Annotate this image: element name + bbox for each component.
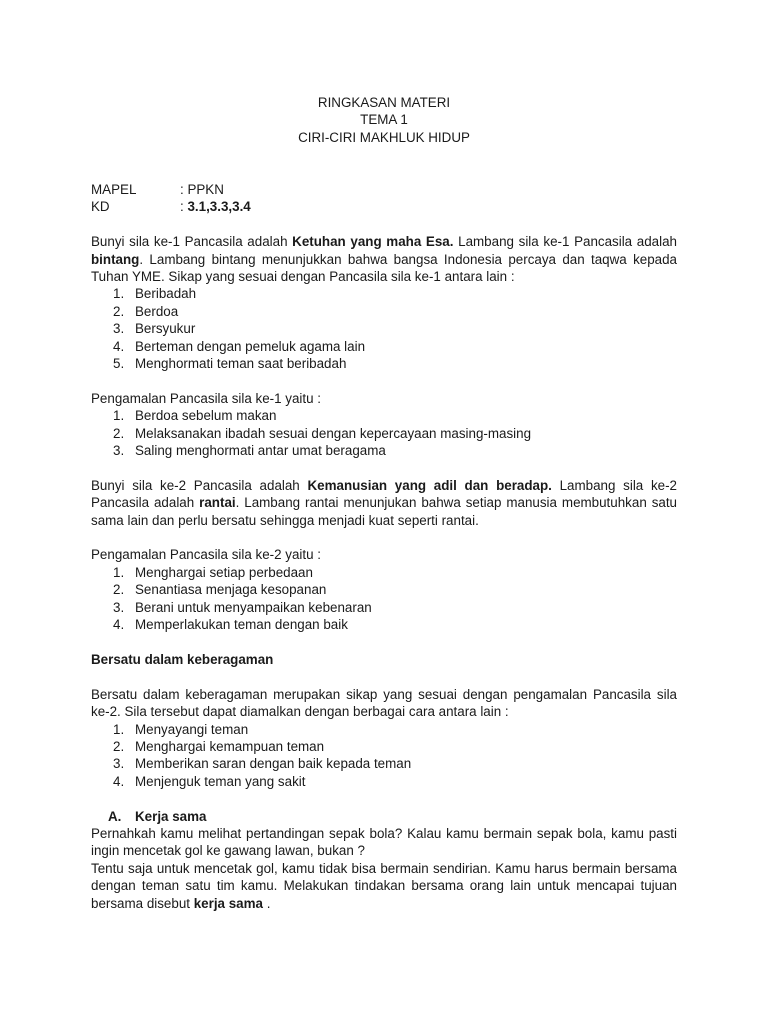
list-item: 1. Menyayangi teman (113, 721, 249, 737)
meta-kd-value: 3.1,3.3,3.4 (187, 199, 251, 215)
meta-kd-key: KD (91, 199, 110, 215)
sila1-paragraph: Bunyi sila ke-1 Pancasila adalah Ketuhan yang maha Esa. Lambang sila ke-1 Pancasila adalah bintang. Lambang bintang menunjukkan bahwa bangsa Indonesia percaya dan taqwa kepada Tuhan YME. Sikap yang sesuai dengan Pancasila sila ke-1 antara lain : (91, 234, 677, 285)
list-item: 3. Bersyukur (113, 321, 196, 337)
list-item: 4. Memperlakukan teman dengan baik (113, 617, 348, 633)
meta-kd (91, 198, 677, 215)
section-title: Kerja sama (135, 808, 207, 824)
sila1-list (91, 285, 677, 372)
kerjasama-paragraph-1: Pernahkah kamu melihat pertandingan sepak bola? Kalau kamu bermain sepak bola, kamu pasti ingin mencetak gol ke gawang lawan, bukan ? (91, 825, 677, 859)
list-item: 2. Senantiasa menjaga kesopanan (113, 582, 327, 598)
title-line-3: CIRI-CIRI MAKHLUK HIDUP (298, 129, 470, 145)
bersatu-heading: Bersatu dalam keberagaman (91, 651, 274, 667)
meta-mapel-key: MAPEL (91, 182, 137, 197)
pengamalan2-intro: Pengamalan Pancasila sila ke-2 yaitu : (91, 547, 322, 563)
list-item: 5. Menghormati teman saat beribadah (113, 356, 347, 372)
list-item: 2. Menghargai kemampuan teman (113, 738, 325, 754)
list-item: 3. Berani untuk menyampaikan kebenaran (113, 599, 372, 615)
meta-mapel-value: : PPKN (180, 182, 224, 197)
pengamalan1-intro: Pengamalan Pancasila sila ke-1 yaitu : (91, 390, 322, 406)
list-item: 3. Memberikan saran dengan baik kepada teman (113, 756, 412, 772)
list-item: 1. Menghargai setiap perbedaan (113, 564, 313, 580)
list-item: 1. Berdoa sebelum makan (113, 408, 277, 424)
list-item: 1. Beribadah (113, 286, 197, 302)
kerjasama-paragraph-2: Tentu saja untuk mencetak gol, kamu tidak bisa bermain sendirian. Kamu harus bermain bersama dengan teman satu tim kamu. Melakukan tindakan bersama orang lain untuk mencapai tujuan bersama disebut kerja sama . (91, 860, 677, 911)
sila2-paragraph: Bunyi sila ke-2 Pancasila adalah Kemanusian yang adil dan beradap. Lambang sila ke-2 Pancasila adalah rantai. Lambang rantai menunjukan bahwa setiap manusia membutuhkan satu sama lain dan perlu bersatu sehingga menjadi kuat seperti rantai. (91, 477, 678, 528)
pengamalan1-list (91, 407, 677, 459)
kerjasama-heading (91, 808, 677, 825)
bersatu-paragraph: Bersatu dalam keberagaman merupakan sikap yang sesuai dengan pengamalan Pancasila sila ke-2. Sila tersebut dapat diamalkan dengan berbagai cara antara lain : (91, 686, 677, 720)
title-line-1: RINGKASAN MATERI (317, 95, 451, 110)
title-line-2: TEMA 1 (360, 112, 408, 128)
pengamalan2-list (91, 564, 677, 634)
list-item: 3. Saling menghormati antar umat beragama (113, 443, 386, 459)
list-item: 4. Menjenguk teman yang sakit (113, 773, 306, 789)
meta-kd-sep: : (180, 199, 188, 215)
list-item: 4. Berteman dengan pemeluk agama lain (113, 338, 366, 354)
meta-mapel (91, 181, 677, 198)
document-content (91, 94, 677, 912)
list-item: 2. Melaksanakan ibadah sesuai dengan kepercayaan masing-masing (113, 425, 532, 441)
bersatu-list (91, 721, 677, 791)
section-letter: A. (108, 808, 122, 824)
list-item: 2. Berdoa (113, 303, 179, 319)
